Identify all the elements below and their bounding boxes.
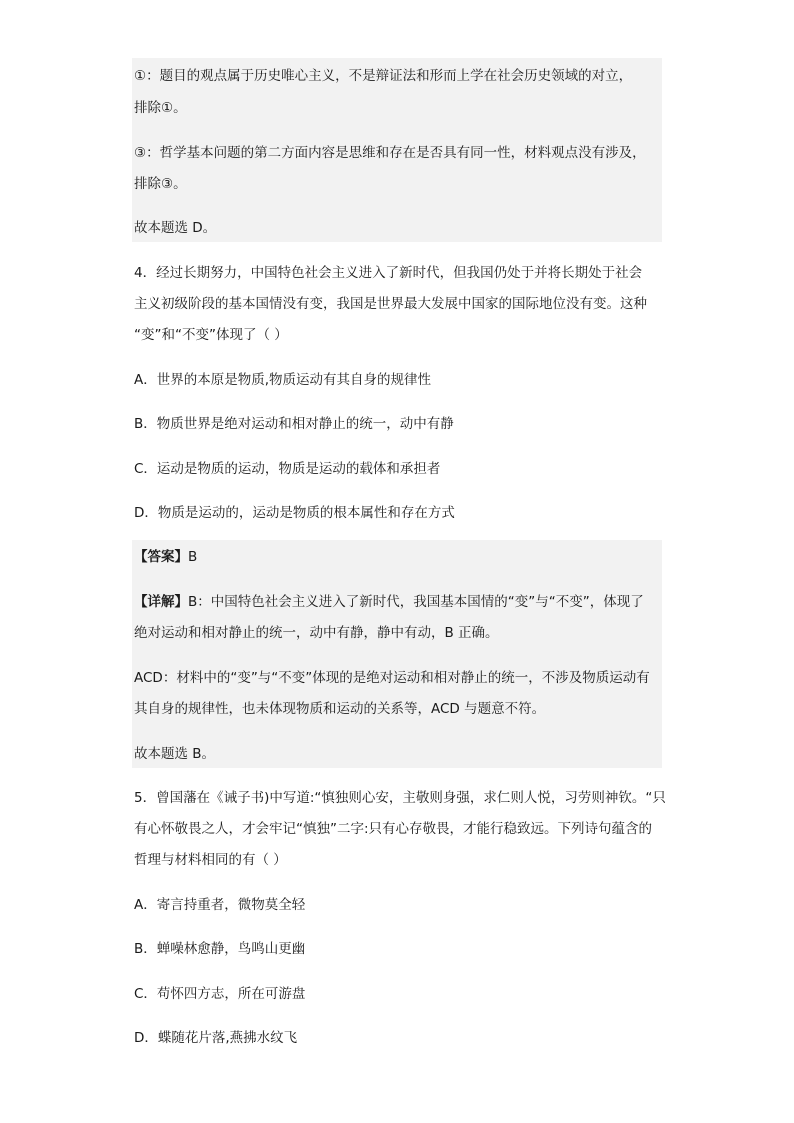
q4-stem-line1: 4．经过长期努力，中国特色社会主义进入了新时代，但我国仍处于并将长期处于社会 — [134, 265, 643, 281]
q5-option-c: C．苟怀四方志，所在可游盘 — [134, 986, 306, 1002]
q4-answer — [134, 547, 197, 567]
q4-answer-block — [132, 540, 662, 768]
q4-option-d: D．物质是运动的，运动是物质的根本属性和存在方式 — [134, 505, 455, 521]
answer-value: B — [188, 549, 198, 565]
q4-option-b: B．物质世界是绝对运动和相对静止的统一，动中有静 — [134, 416, 454, 432]
q4-acd-line2: 其自身的规律性，也未体现物质和运动的关系等，ACD 与题意不符。 — [134, 701, 546, 717]
q3-explanation-p2-line1: ③：哲学基本问题的第二方面内容是思维和存在是否具有同一性，材料观点没有涉及， — [134, 145, 646, 161]
detail-label: 【详解】 — [134, 594, 188, 610]
q4-detail-line2: 绝对运动和相对静止的统一，动中有静，静中有动，B 正确。 — [134, 625, 499, 641]
q5-stem-line1: 5．曾国藩在《诫子书)中写道:“慎独则心安，主敬则身强，求仁则人悦，习劳则神钦。“只 — [134, 790, 666, 806]
detail-text: B：中国特色社会主义进入了新时代，我国基本国情的“变”与“不变”，体现了 — [188, 594, 644, 610]
q4-detail-line1 — [134, 592, 644, 612]
q3-explanation-p1-line1: ①：题目的观点属于历史唯心主义，不是辩证法和形而上学在社会历史领域的对立， — [134, 68, 633, 84]
q4-conclusion: 故本题选 B。 — [134, 746, 216, 762]
q4-acd-line1: ACD：材料中的“变”与“不变”体现的是绝对运动和相对静止的统一，不涉及物质运动有 — [134, 670, 650, 686]
q4-stem-line2: 主义初级阶段的基本国情没有变，我国是世界最大发展中国家的国际地位没有变。这种 — [134, 296, 647, 312]
q4-option-c: C．运动是物质的运动，物质是运动的载体和承担者 — [134, 461, 441, 477]
q3-conclusion: 故本题选 D。 — [134, 220, 217, 236]
q5-option-a: A．寄言持重者，微物莫全轻 — [134, 897, 306, 913]
q3-explanation-p1-line2: 排除①。 — [134, 100, 187, 116]
q4-option-a: A．世界的本原是物质,物质运动有其自身的规律性 — [134, 372, 432, 388]
q4-stem-line3: “变”和“不变”体现了（ ） — [134, 327, 288, 343]
q5-option-b: B．蝉噪林愈静，鸟鸣山更幽 — [134, 941, 306, 957]
q5-stem-line2: 有心怀敬畏之人，才会牢记“慎独”二字:只有心存敬畏，才能行稳致远。下列诗句蕴含的 — [134, 821, 653, 837]
q5-stem-line3: 哲理与材料相同的有（ ） — [134, 852, 287, 868]
answer-label: 【答案】 — [134, 549, 188, 565]
q5-option-d: D．蝶随花片落,燕拂水纹飞 — [134, 1030, 298, 1046]
q3-explanation-p2-line2: 排除③。 — [134, 176, 187, 192]
